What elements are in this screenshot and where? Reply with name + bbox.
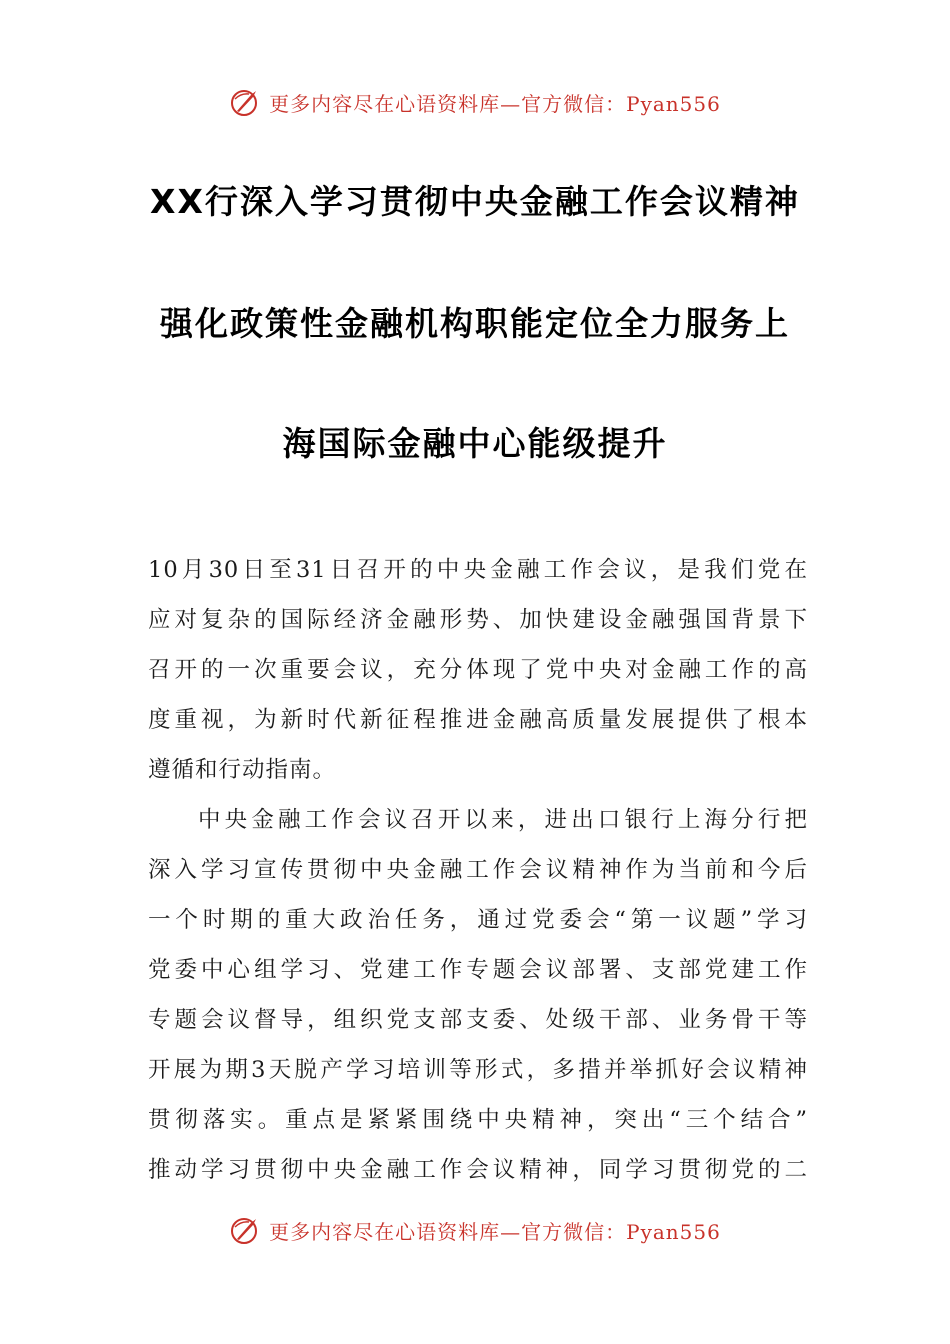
paragraph-1-line: 10月30日至31日召开的中央金融工作会议，是我们党在 — [148, 557, 808, 583]
pen-logo-icon — [229, 85, 263, 119]
pen-logo-icon — [229, 1213, 263, 1247]
watermark-text: 更多内容尽在心语资料库—官方微信：Pyan556 — [269, 91, 721, 116]
paragraph-2-line: 中央金融工作会议召开以来，进出口银行上海分行把 — [198, 807, 808, 833]
paragraph-2-line: 专题会议督导，组织党支部支委、处级干部、业务骨干等 — [148, 1007, 808, 1033]
document-title-line-2: 强化政策性金融机构职能定位全力服务上 — [160, 304, 790, 343]
paragraph-2-line: 一个时期的重大政治任务，通过党委会“第一议题”学习 — [148, 907, 808, 933]
footer-watermark — [0, 1210, 950, 1250]
header-watermark — [0, 82, 950, 122]
paragraph-1-line: 遵循和行动指南。 — [148, 757, 337, 783]
paragraph-2-line: 开展为期3天脱产学习培训等形式，多措并举抓好会议精神 — [148, 1057, 808, 1083]
paragraph-2-line: 贯彻落实。重点是紧紧围绕中央精神，突出“三个结合” — [148, 1107, 808, 1133]
document-title-line-3: 海国际金融中心能级提升 — [282, 424, 668, 463]
paragraph-1-line: 召开的一次重要会议，充分体现了党中央对金融工作的高 — [148, 657, 808, 683]
paragraph-1-line: 应对复杂的国际经济金融形势、加快建设金融强国背景下 — [148, 607, 808, 633]
paragraph-2-line: 深入学习宣传贯彻中央金融工作会议精神作为当前和今后 — [148, 857, 808, 883]
document-title-line-1: XX行深入学习贯彻中央金融工作会议精神 — [150, 182, 800, 221]
paragraph-2-line: 推动学习贯彻中央金融工作会议精神，同学习贯彻党的二 — [148, 1157, 808, 1183]
paragraph-1-line: 度重视，为新时代新征程推进金融高质量发展提供了根本 — [148, 707, 808, 733]
watermark-text: 更多内容尽在心语资料库—官方微信：Pyan556 — [269, 1219, 721, 1244]
paragraph-2-line: 党委中心组学习、党建工作专题会议部署、支部党建工作 — [148, 957, 808, 983]
